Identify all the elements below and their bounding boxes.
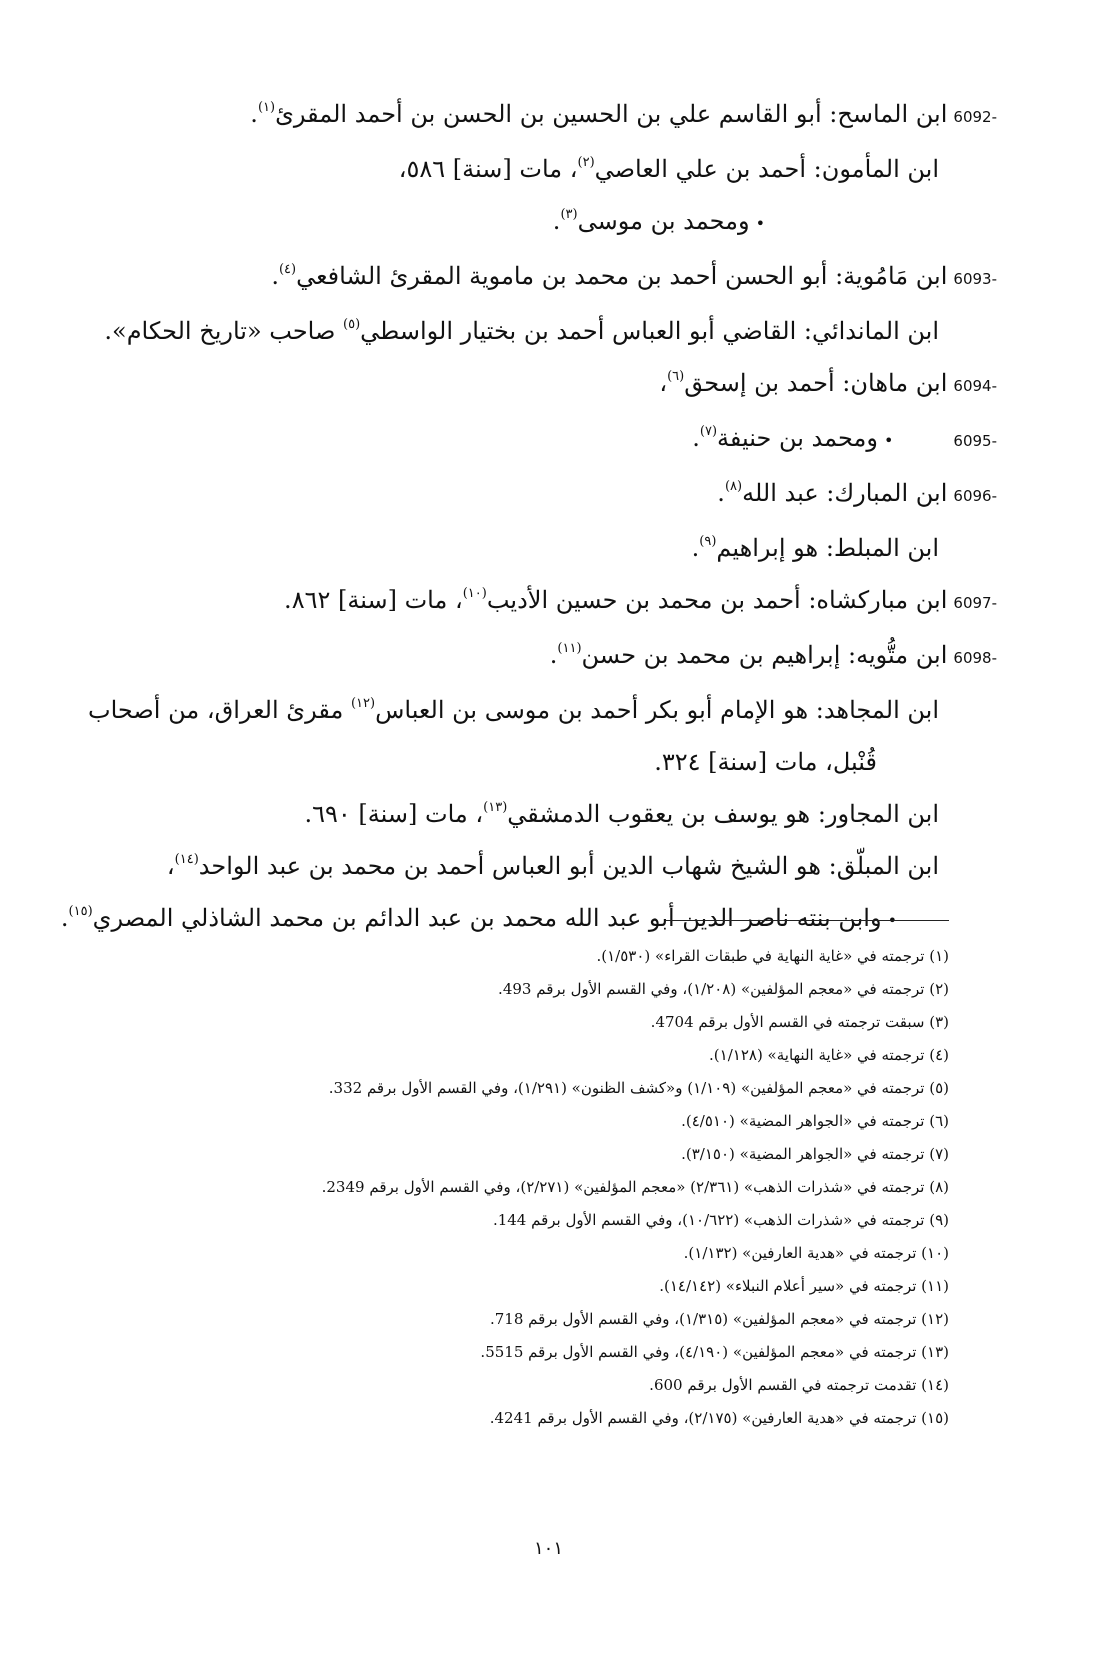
entry-line bbox=[97, 357, 997, 412]
footnote: (١٤) تقدمت ترجمته في القسم الأول برقم 600. bbox=[649, 1376, 949, 1394]
footnote-ref[interactable]: (١٤) bbox=[174, 852, 199, 867]
entry-line bbox=[97, 522, 997, 574]
entry-text: ابن مباركشاه: أحمد بن محمد بن حسين الأديب bbox=[486, 586, 948, 614]
footnote-divider bbox=[665, 920, 949, 921]
entry-line-continuation bbox=[97, 736, 997, 788]
entry-text-tail: . bbox=[549, 641, 558, 669]
footnote: (٨) ترجمته في «شذرات الذهب» (٢/٣٦١) «معجم المؤلفين» (٢/٢٧١)، وفي القسم الأول برقم 2349. bbox=[321, 1178, 949, 1196]
bullet-marker: • bbox=[883, 431, 894, 450]
entry-text-tail: ، مات [سنة] ٥٨٦، bbox=[398, 155, 578, 183]
entry-text-tail: ، bbox=[659, 369, 668, 397]
entry-text: ابن متُّويه: إبراهيم بن محمد بن حسن bbox=[581, 641, 948, 669]
footnote: (٥) ترجمته في «معجم المؤلفين» (١/١٠٩) و«كشف الظنون» (١/٢٩١)، وفي القسم الأول برقم 332. bbox=[328, 1079, 949, 1097]
entry-text-tail: . bbox=[271, 262, 279, 290]
entry-line bbox=[97, 840, 997, 892]
entry-text: ابن المجاور: هو يوسف بن يعقوب الدمشقي bbox=[507, 800, 939, 828]
entry-text: ابن المجاهد: هو الإمام أبو بكر أحمد بن موسى بن العباس bbox=[375, 696, 939, 724]
footnote-ref[interactable]: (١٣) bbox=[483, 800, 508, 815]
entry-text-tail: مقرئ العراق، من أصحاب bbox=[88, 696, 351, 724]
bullet-marker: • bbox=[887, 911, 897, 930]
footnote-ref[interactable]: (٢) bbox=[577, 155, 595, 170]
footnote-ref[interactable]: (١٥) bbox=[68, 904, 93, 919]
entry-number: 6097- bbox=[953, 594, 997, 612]
entry-text: ومحمد بن حنيفة bbox=[717, 424, 878, 452]
footnote: (٩) ترجمته في «شذرات الذهب» (١٠/٦٢٢)، وفي القسم الأول برقم 144. bbox=[492, 1211, 949, 1229]
entry-text-tail: صاحب «تاريخ الحكام». bbox=[104, 317, 344, 345]
footnote-ref[interactable]: (١) bbox=[257, 100, 276, 115]
entry-line bbox=[97, 305, 997, 357]
entry-text: ابن المبارك: عبد الله bbox=[742, 479, 948, 507]
footnote-ref[interactable]: (٣) bbox=[560, 207, 578, 222]
entry-text-tail: ، مات [سنة] ٨٦٢. bbox=[284, 586, 463, 614]
entry-line bbox=[97, 788, 997, 840]
footnote: (٣) سبقت ترجمته في القسم الأول برقم 4704. bbox=[650, 1013, 949, 1031]
footnote: (١٥) ترجمته في «هدية العارفين» (٢/١٧٥)، وفي القسم الأول برقم 4241. bbox=[489, 1409, 949, 1427]
footnote: (٢) ترجمته في «معجم المؤلفين» (١/٢٠٨)، وفي القسم الأول برقم 493. bbox=[498, 980, 949, 998]
entry-text: ابن الماسح: أبو القاسم علي بن الحسين بن الحسن بن أحمد المقرئ bbox=[275, 100, 948, 128]
entry-text-tail: ، مات [سنة] ٦٩٠. bbox=[304, 800, 484, 828]
footnote: (١) ترجمته في «غاية النهاية في طبقات القراء» (١/٥٣٠). bbox=[596, 947, 949, 965]
entry-line bbox=[97, 412, 997, 467]
footnote: (٦) ترجمته في «الجواهر المضية» (٤/٥١٠). bbox=[681, 1112, 949, 1130]
footnote: (٧) ترجمته في «الجواهر المضية» (٣/١٥٠). bbox=[681, 1145, 949, 1163]
entry-text-tail: . bbox=[692, 424, 700, 452]
entry-text-tail: . bbox=[691, 534, 700, 562]
footnote-ref[interactable]: (٧) bbox=[699, 424, 718, 439]
entry-text-tail: ، bbox=[166, 852, 175, 880]
entry-line bbox=[97, 250, 997, 305]
footnote-ref[interactable]: (١٢) bbox=[350, 696, 376, 711]
entry-number: 6098- bbox=[953, 649, 997, 667]
footnote-ref[interactable]: (٩) bbox=[699, 534, 717, 549]
entry-text: ابن ماهان: أحمد بن إسحق bbox=[684, 369, 948, 397]
bullet-marker: • bbox=[755, 214, 765, 233]
footnotes-list bbox=[189, 940, 949, 1435]
footnote-ref[interactable]: (٦) bbox=[667, 369, 685, 384]
entry-text-tail: . bbox=[552, 207, 561, 235]
entry-line bbox=[97, 195, 997, 250]
entry-line bbox=[88, 684, 997, 736]
entries-list bbox=[60, 88, 997, 947]
footnote-ref[interactable]: (٨) bbox=[724, 479, 743, 494]
footnote: (١١) ترجمته في «سير أعلام النبلاء» (١٤/١٤٢). bbox=[659, 1277, 949, 1295]
footnote: (١٠) ترجمته في «هدية العارفين» (١/١٣٢). bbox=[683, 1244, 949, 1262]
entry-text: وابن بنته ناصر الدين أبو عبد الله محمد بن عبد الدائم بن محمد الشاذلي المصري bbox=[92, 904, 882, 932]
footnote: (١٣) ترجمته في «معجم المؤلفين» (٤/١٩٠)، وفي القسم الأول برقم 5515. bbox=[480, 1343, 949, 1361]
footnote-ref[interactable]: (١١) bbox=[557, 641, 582, 656]
footnote-ref[interactable]: (٥) bbox=[343, 317, 361, 332]
entry-text: ابن المأمون: أحمد بن علي العاصي bbox=[594, 155, 939, 183]
entry-text: ابن المبلط: هو إبراهيم bbox=[716, 534, 939, 562]
entry-text: ابن المبلّق: هو الشيخ شهاب الدين أبو العباس أحمد بن محمد بن عبد الواحد bbox=[198, 852, 939, 880]
entry-number: 6095- bbox=[953, 432, 997, 450]
entry-number: 6093- bbox=[953, 270, 997, 288]
entry-text-tail: . bbox=[250, 100, 258, 128]
entry-line bbox=[97, 143, 997, 195]
page-number: ١٠١ bbox=[533, 1538, 563, 1559]
entry-text-tail: . bbox=[717, 479, 725, 507]
entry-number: 6092- bbox=[953, 108, 997, 126]
entry-number: 6096- bbox=[953, 487, 997, 505]
entry-line bbox=[97, 88, 997, 143]
entry-text: ابن مَامُوية: أبو الحسن أحمد بن محمد بن ماموية المقرئ الشافعي bbox=[296, 262, 948, 290]
entry-line bbox=[97, 467, 997, 522]
footnote-ref[interactable]: (١٠) bbox=[462, 586, 487, 601]
footnote: (١٢) ترجمته في «معجم المؤلفين» (١/٣١٥)، وفي القسم الأول برقم 718. bbox=[489, 1310, 949, 1328]
entry-number: 6094- bbox=[953, 377, 997, 395]
entry-text-tail: . bbox=[60, 904, 69, 932]
footnote: (٤) ترجمته في «غاية النهاية» (١/١٢٨). bbox=[709, 1046, 949, 1064]
entry-text: قُنْبل، مات [سنة] ٣٢٤. bbox=[654, 748, 877, 776]
footnote-ref[interactable]: (٤) bbox=[278, 262, 297, 277]
entry-text: ابن الماندائي: القاضي أبو العباس أحمد بن بختيار الواسطي bbox=[360, 317, 939, 345]
entry-line bbox=[97, 629, 997, 684]
entry-text: ومحمد بن موسى bbox=[577, 207, 750, 235]
entry-line bbox=[97, 574, 997, 629]
